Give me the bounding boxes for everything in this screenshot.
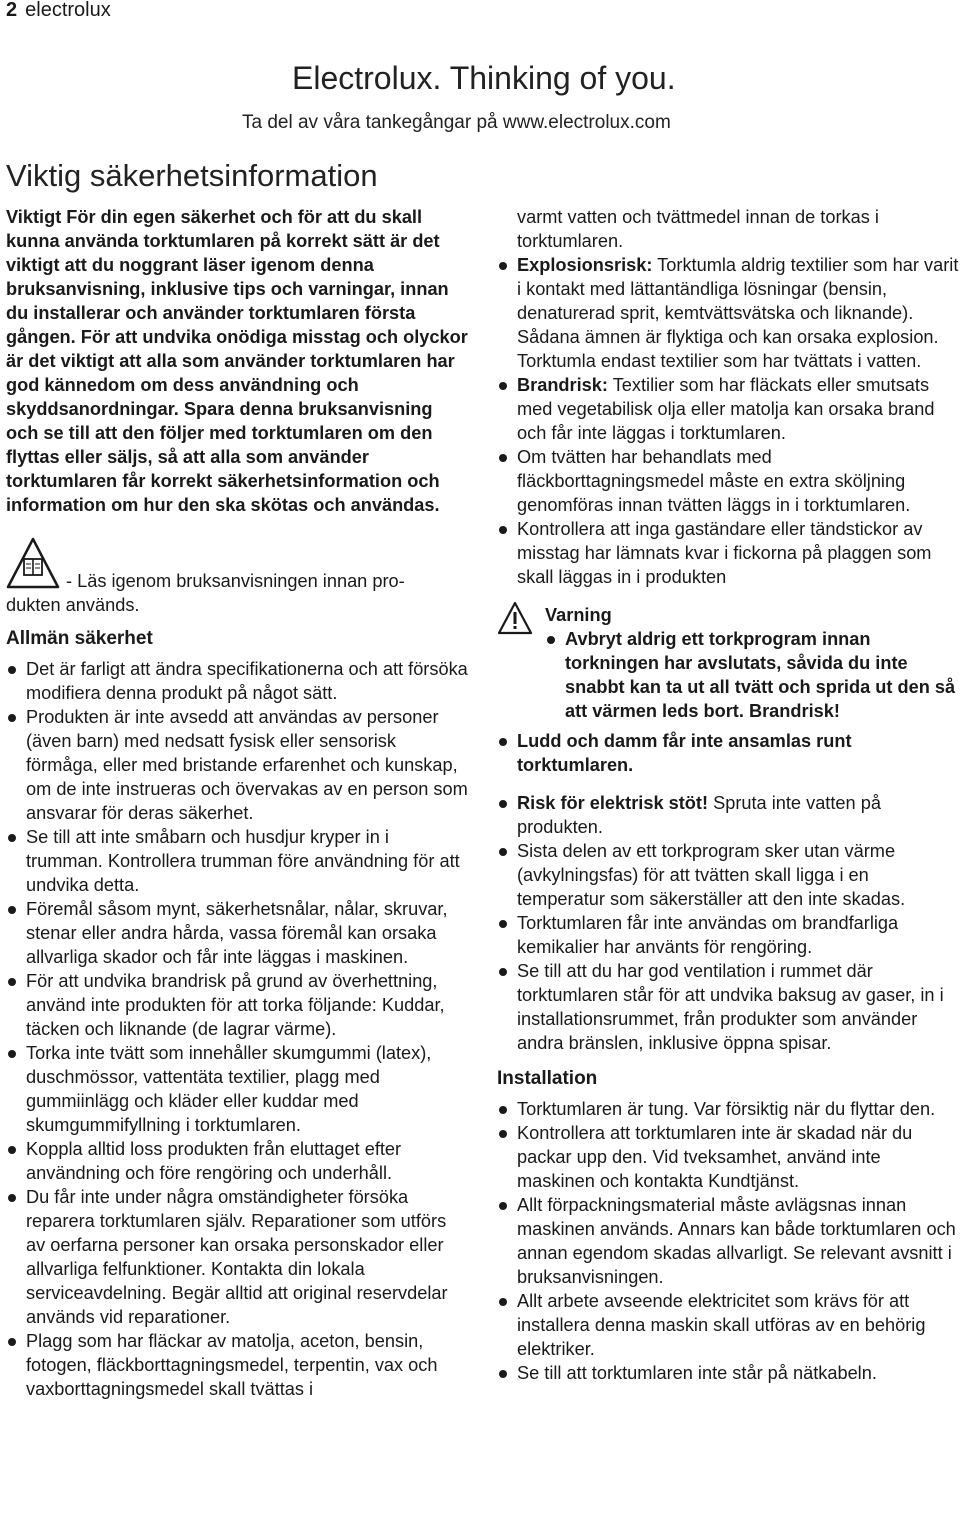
warning-triangle-icon <box>497 601 533 635</box>
item-text: Spruta inte vatten på produkten. <box>517 793 881 837</box>
list-item: Torktumlaren är tung. Var försiktig när du flyttar den. <box>497 1097 959 1121</box>
list-item <box>497 373 959 445</box>
item-label: Explosionsrisk: <box>517 255 653 275</box>
general-safety-list <box>6 657 468 1401</box>
manual-note <box>6 569 468 617</box>
warning-box <box>497 603 959 723</box>
installation-heading: Installation <box>497 1068 598 1089</box>
manual-note-line2: dukten används. <box>6 595 140 615</box>
list-item: Det är farligt att ändra specifikationerna och att försöka modifiera denna produkt på något sätt. <box>6 657 468 705</box>
item-label: Brandrisk: <box>517 375 608 395</box>
item-text: Sista delen av ett torkprogram sker utan värme (avkylningsfas) för att tvätten skall ligga i en temperatur som säkerställer att den inte skadas. <box>517 841 906 909</box>
list-item: Torka inte tvätt som innehåller skumgummi (latex), duschmössor, vattentäta textilier, plagg med gummiinlägg och kläder eller kuddar med skumgummifyllning i torktumlaren. <box>6 1041 468 1137</box>
electrical-list <box>497 791 959 1055</box>
list-item: Allt arbete avseende elektricitet som krävs för att installera denna maskin skall utföras av en behörig elektriker. <box>497 1289 959 1361</box>
list-item <box>497 253 959 373</box>
page-title: Viktig säkerhetsinformation <box>6 158 378 193</box>
list-item <box>497 791 959 839</box>
list-item: Produkten är inte avsedd att användas av personer (även barn) med nedsatt fysisk eller sensorisk förmåga, eller med bristande erfarenhet och kunskap, om de inte instrueras och övervakas av en person som ansvarar för deras säkerhet. <box>6 705 468 825</box>
list-item: Du får inte under några omständigheter försöka reparera torktumlaren själv. Reparationer som utförs av oerfarna personer kan orsaka personskador eller allvarliga felfunktioner. Kontakta din lokala serviceavdelning. Begär alltid att original reservdelar används vid reparationer. <box>6 1185 468 1329</box>
brand-name: electrolux <box>25 0 111 21</box>
item-text: Textilier som har fläckats eller smutsats med vegetabilisk olja eller matolja kan orsaka brand och får inte läggas i torktumlaren. <box>517 375 935 443</box>
intro-paragraph: Viktigt För din egen säkerhet och för att du skall kunna använda torktumlaren på korrekt sätt är det viktigt att du noggrant läser igenom denna bruksanvisning, inklusive tips och varningar, innan du installerar och använder torktumlaren första gången. För att undvika onödiga misstag och olyckor är det viktigt att alla som använder torktumlaren har god kännedom om dess användning och skyddsanordningar. Spara denna bruksanvisning och se till att den följer med torktumlaren om den flyttas eller säljs, så att alla som använder torktumlaren får korrekt säkerhetsinformation och information om hur den ska skötas och användas. <box>6 207 468 515</box>
item-text: Torktumlaren får inte användas om brandfarliga kemikalier har använts för rengöring. <box>517 913 899 957</box>
list-item: Kontrollera att torktumlaren inte är skadad när du packar upp den. Vid tveksamhet, använd inte maskinen och kontakta Kundtjänst. <box>497 1121 959 1193</box>
read-manual-warning-icon <box>6 537 60 589</box>
list-item: Avbryt aldrig ett torkprogram innan torkningen har avslutats, såvida du inte snabbt kan ta ut all tvätt och sprida ut den så att värmen leds bort. Brandrisk! <box>545 627 959 723</box>
list-item <box>497 445 959 517</box>
list-item: För att undvika brandrisk på grund av överhettning, använd inte produkten för att torka följande: Kuddar, täcken och liknande (de lagrar värme). <box>6 969 468 1041</box>
list-item: Plagg som har fläckar av matolja, aceton, bensin, fotogen, fläckborttagningsmedel, terpentin, vax och vaxborttagningsmedel skall tvättas i <box>6 1329 468 1401</box>
warning-list <box>545 627 959 723</box>
page-number: 2 <box>6 0 18 21</box>
list-item <box>497 839 959 911</box>
item-text: Se till att du har god ventilation i rummet där torktumlaren står för att undvika baksug av gaser, in i installationsrummet, från produkter som använder andra bränslen, inklusive öppna spisar. <box>517 961 944 1053</box>
installation-list <box>497 1097 959 1385</box>
right-column <box>497 205 959 1385</box>
list-item: Koppla alltid loss produkten från eluttaget efter användning och före rengöring och underhåll. <box>6 1137 468 1185</box>
tagline: Ta del av våra tankegångar på www.electrolux.com <box>242 112 671 133</box>
list-item: Se till att torktumlaren inte står på nätkabeln. <box>497 1361 959 1385</box>
slogan: Electrolux. Thinking of you. <box>292 60 676 96</box>
continued-text: varmt vatten och tvättmedel innan de torkas i torktumlaren. <box>517 207 879 251</box>
item-label: Risk för elektrisk stöt! <box>517 793 709 813</box>
list-item <box>497 959 959 1055</box>
item-text: Kontrollera att inga gaständare eller tändstickor av misstag har lämnats kvar i fickorna på plaggen som skall läggas in i produkten <box>517 519 932 587</box>
lint-list <box>497 729 959 777</box>
page-header <box>6 0 111 22</box>
list-item <box>497 911 959 959</box>
item-text: Om tvätten har behandlats med fläckborttagningsmedel måste en extra sköljning genomföras innan tvätten läggs in i torktumlaren. <box>517 447 911 515</box>
list-item: Föremål såsom mynt, säkerhetsnålar, nålar, skruvar, stenar eller andra hårda, vassa föremål kan orsaka allvarliga skador och får inte läggas i maskinen. <box>6 897 468 969</box>
manual-note-line1: - Läs igenom bruksanvisningen innan pro- <box>66 571 405 591</box>
warning-title: Varning <box>545 605 612 625</box>
left-column <box>6 205 468 1401</box>
list-item: Ludd och damm får inte ansamlas runt torktumlaren. <box>497 729 959 777</box>
risk-list <box>497 253 959 589</box>
list-item <box>497 517 959 589</box>
list-item: Se till att inte småbarn och husdjur kryper in i trumman. Kontrollera trumman före användning för att undvika detta. <box>6 825 468 897</box>
list-item: Allt förpackningsmaterial måste avlägsnas innan maskinen används. Annars kan både torktumlaren och annan egendom skadas allvarligt. Se relevant avsnitt i bruksanvisningen. <box>497 1193 959 1289</box>
item-text: Torktumla aldrig textilier som har varit i kontakt med lättantändliga lösningar (bensin, denaturerad sprit, kemtvättsvätska och liknande). Sådana ämnen är flyktiga och kan orsaka explosion. Torktumla endast textilier som har tvättats i vatten. <box>517 255 959 371</box>
general-safety-heading: Allmän säkerhet <box>6 628 153 649</box>
